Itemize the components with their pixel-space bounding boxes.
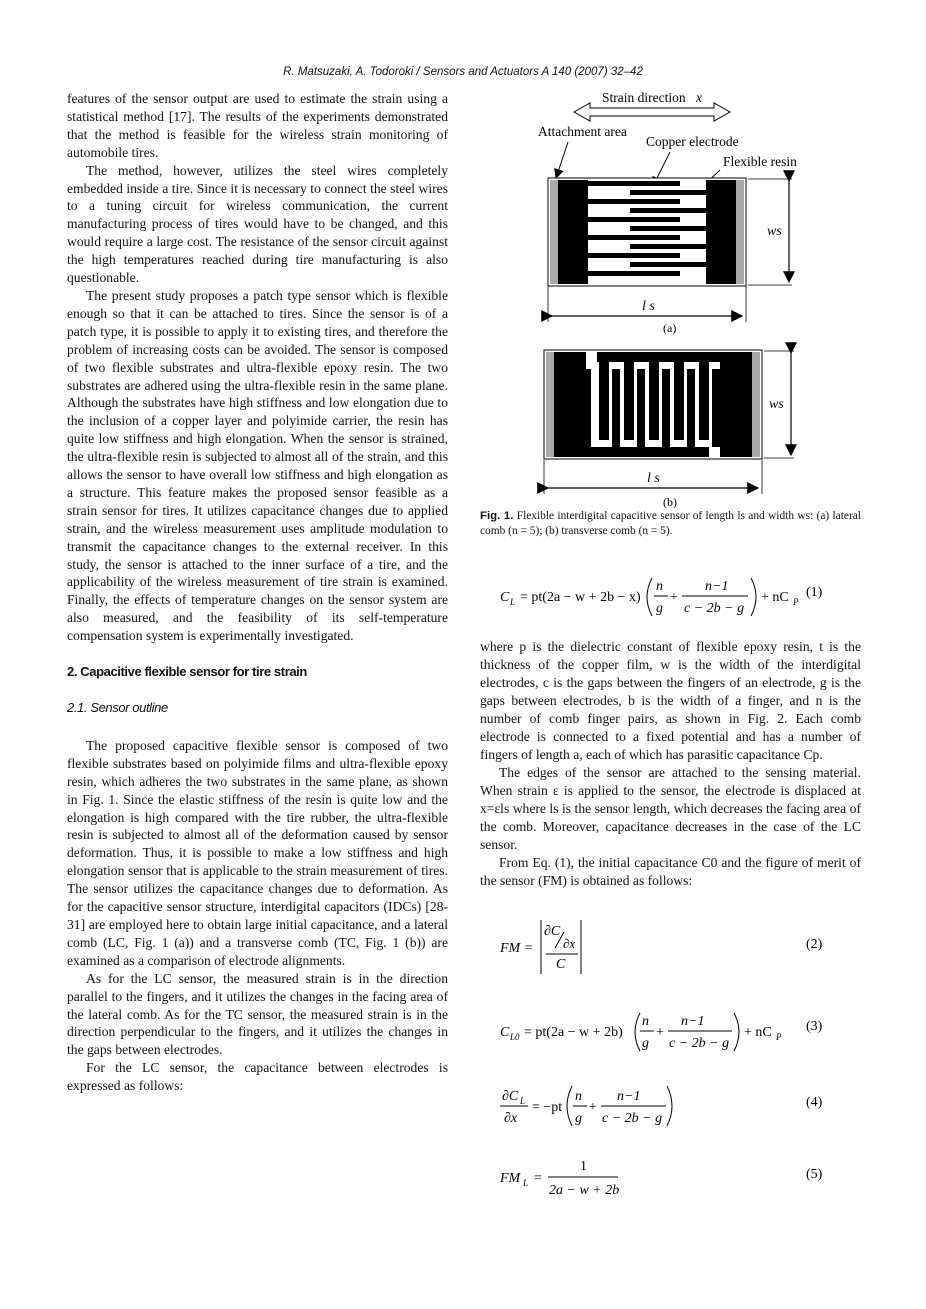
svg-text:g: g <box>642 1036 649 1051</box>
svg-text:P: P <box>793 597 799 607</box>
paragraph: where p is the dielectric constant of flexible epoxy resin, t is the thickness of the copper film, w is the width of the interdigital electrodes, c is the gaps between the fingers of an electrode, g is the gaps between electrodes, b is the width of a finger, and n is the number of comb finger pairs, as shown in Fig. 2. Each comb electrode is connected to a fixed potential and has a number of fingers of length a, each of which has parasitic capacitance Cp. <box>480 639 861 762</box>
strain-direction-label: Strain direction <box>602 90 686 105</box>
svg-text:= pt(2a − w + 2b − x): = pt(2a − w + 2b − x) <box>520 590 641 605</box>
paragraph: The present study proposes a patch type sensor which is flexible enough so that it can be attached to tires. Since the sensor is of a patch type, it is possible to apply it to existing tires, and therefore the problem of increasing costs can be avoided. The sensor is composed of two flexible substrates and ultra-flexible epoxy resin. The two substrates are adhered using the ultra-flexible resin in the same plane. Although the substrates have high stiffness and low elongation due to the inclusion of a copper layer and polyimide carrier, the resin has quite low stiffness and high elongation. When the sensor is strained, the ultra-flexible resin is subjected to almost all of the strain, and this allows the sensor to have overall low stiffness and high elongation as a structure. This feature makes the proposed sensor feasible as a strain sensor for tires. It utilizes capacitance changes due to applied strain, and the wireless measurement uses amplitude modulation to transmit the capacitance changes to the external receiver. In this study, the sensor is attached to the inner surface of a tire, and the applicability of the wireless measurement of tire strain is examined. Finally, the effects of temperature changes on the sensor system are also measured, and the feasibility of its self-temperature compensation system is experimentally investigated. <box>67 287 448 644</box>
svg-text:∂C: ∂C <box>544 924 561 939</box>
svg-text:g: g <box>656 601 663 616</box>
svg-text:c − 2b − g: c − 2b − g <box>602 1111 663 1126</box>
svg-text:C: C <box>556 957 566 972</box>
right-text-1 <box>480 638 861 890</box>
svg-text:=: = <box>534 1171 542 1186</box>
paragraph: From Eq. (1), the initial capacitance C0 and the figure of merit of the sensor (FM) is obtained as follows: <box>480 855 861 888</box>
length-label-b: l s <box>647 471 660 486</box>
svg-text:n−1: n−1 <box>617 1089 641 1104</box>
subfigure-b-label: (b) <box>663 495 677 509</box>
strain-arrow <box>574 103 730 121</box>
attachment-area-label: Attachment area <box>538 124 627 139</box>
svg-text:+ nC: + nC <box>761 590 789 605</box>
running-header: R. Matsuzaki, A. Todoroki / Sensors and Actuators A 140 (2007) 32–42 <box>283 66 643 78</box>
svg-text:+: + <box>670 590 678 605</box>
svg-text:C: C <box>500 590 510 605</box>
svg-text:= pt(2a − w + 2b): = pt(2a − w + 2b) <box>524 1025 623 1040</box>
figure-1 <box>480 86 861 516</box>
svg-text:n: n <box>575 1089 582 1104</box>
svg-text:+ nC: + nC <box>744 1025 772 1040</box>
section-heading: 2. Capacitive flexible sensor for tire strain <box>67 664 307 680</box>
width-label-a: ws <box>767 224 782 239</box>
svg-text:g: g <box>575 1111 582 1126</box>
subsection-heading: 2.1. Sensor outline <box>67 700 168 715</box>
paragraph: The edges of the sensor are attached to the sensing material. When strain ε is applied to the sensor, the electrode is displaced at x=εls where ls is the sensor length, which decreases the facing area of the comb. Moreover, capacitance decreases in the case of the LC sensor. <box>480 765 861 852</box>
svg-text:n−1: n−1 <box>705 579 729 594</box>
svg-text:c − 2b − g: c − 2b − g <box>669 1036 730 1051</box>
paragraph: features of the sensor output are used to estimate the strain using a statistical method [17]. The results of the experiments demonstrated that the method is feasible for the wireless strain monitoring of automobile tires. <box>67 91 448 160</box>
caption-label: Fig. 1. <box>480 510 514 522</box>
svg-text:2a − w + 2b: 2a − w + 2b <box>549 1183 620 1198</box>
svg-text:n: n <box>656 579 663 594</box>
svg-text:L: L <box>510 597 516 607</box>
svg-text:∂x: ∂x <box>563 936 576 951</box>
equation-number: (5) <box>806 1167 823 1182</box>
svg-text:= −pt: = −pt <box>532 1100 563 1115</box>
width-label-b: ws <box>769 397 784 412</box>
svg-text:FM =: FM = <box>500 941 534 956</box>
svg-text:FM: FM <box>500 1171 521 1186</box>
svg-text:L: L <box>523 1178 529 1188</box>
transverse-comb-sensor <box>544 350 762 459</box>
equation-4 <box>480 1078 861 1138</box>
svg-text:∂x: ∂x <box>504 1111 518 1126</box>
equation-5 <box>480 1152 861 1212</box>
svg-text:+: + <box>656 1025 664 1040</box>
lateral-comb-sensor <box>548 178 746 286</box>
equation-number: (4) <box>806 1095 823 1110</box>
equation-number: (3) <box>806 1019 823 1034</box>
left-column <box>67 90 448 1095</box>
flexible-resin-label: Flexible resin <box>723 154 797 169</box>
paragraph: As for the LC sensor, the measured strain is in the direction parallel to the fingers, and it utilizes the changes in the facing area of the lateral comb. As for the TC sensor, the measured strain is in the direction perpendicular to the fingers, and it utilizes the changes in the gaps between electrodes. <box>67 970 448 1058</box>
copper-electrode-label: Copper electrode <box>646 134 739 149</box>
svg-text:1: 1 <box>580 1159 587 1174</box>
figure-caption <box>480 509 861 538</box>
svg-text:+: + <box>589 1100 597 1115</box>
paragraph: For the LC sensor, the capacitance between electrodes is expressed as follows: <box>67 1060 448 1094</box>
svg-text:n−1: n−1 <box>681 1014 705 1029</box>
svg-text:n: n <box>642 1014 649 1029</box>
caption-text: Flexible interdigital capacitive sensor of length ls and width ws: (a) lateral comb (n = 5); (b) transverse comb (n = 5). <box>480 510 861 537</box>
equation-3 <box>480 1005 861 1065</box>
svg-text:∂C: ∂C <box>502 1089 519 1104</box>
svg-text:L0: L0 <box>510 1032 520 1042</box>
equation-number: (1) <box>806 585 823 600</box>
svg-text:P: P <box>776 1032 782 1042</box>
strain-variable: x <box>696 90 702 105</box>
svg-text:C: C <box>500 1025 510 1040</box>
equation-number: (2) <box>806 937 823 952</box>
paragraph: The method, however, utilizes the steel wires completely embedded inside a tire. Since it is necessary to connect the steel wires to a tuning circuit for wireless communication, the current manufacturing process of tires would have to be changed, and this would require a large cost. The resistance of the sensor circuit against the high temperatures reached during tire manufacturing is also questionable. <box>67 162 448 286</box>
length-label-a: l s <box>642 299 655 314</box>
equation-1 <box>480 570 861 630</box>
svg-text:L: L <box>520 1096 526 1106</box>
svg-text:c − 2b − g: c − 2b − g <box>684 601 745 616</box>
paragraph: The proposed capacitive flexible sensor is composed of two flexible substrates based on polyimide films and ultra-flexible epoxy resin, which adheres the two substrates in the same plane, as shown in Fig. 1. Since the elastic stiffness of the resin is quite low and the elongation is high compared with the tire rubber, the ultra-flexible resin is subjected to almost all of the deformation caused by sensor deformation. Thus, it is possible to make a low stiffness and high elongation sensor that is applicable to the strain measurement of tires. The sensor utilizes the capacitance changes due to deformation. As for the capacitive sensor structure, interdigital capacitors (IDCs) [28-31] are employed here to obtain large initial capacitance, and a lateral comb (LC, Fig. 1 (a)) and a transverse comb (TC, Fig. 1 (b)) are examined as a comparison of electrode alignments. <box>67 737 448 968</box>
equation-2 <box>480 918 861 978</box>
subfigure-a-label: (a) <box>663 321 677 335</box>
